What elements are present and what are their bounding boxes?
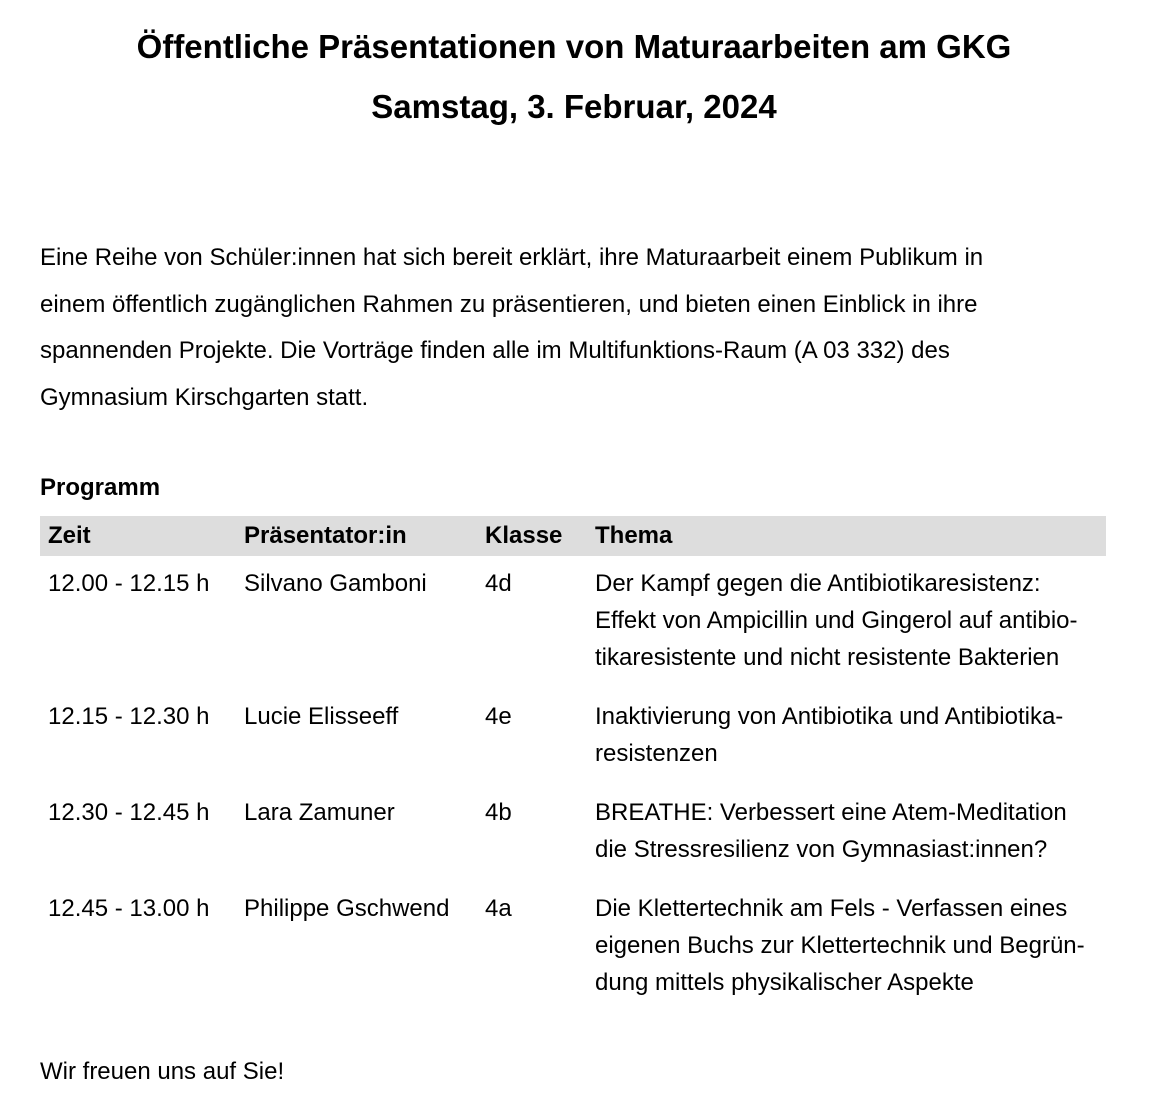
topic-line: eigenen Buchs zur Klettertechnik und Begrün- [595,932,1085,959]
cell-topic [587,785,1106,881]
program-table [40,516,1106,1014]
topic-line: Der Kampf gegen die Antibiotikaresistenz: [595,570,1041,597]
table-header-row [40,516,1106,556]
intro-line: spannenden Projekte. Die Vorträge finden alle im Multifunktions-Raum (A 03 332) des [40,337,950,364]
event-date: Samstag, 3. Februar, 2024 [371,88,777,125]
cell-class: 4d [485,570,512,597]
table-row [40,556,1106,689]
topic-line: BREATHE: Verbessert eine Atem-Meditation [595,799,1067,826]
column-header-class: Klasse [477,516,587,556]
cell-time: 12.45 - 13.00 h [48,895,210,922]
intro-line: Gymnasium Kirschgarten statt. [40,383,369,411]
topic-line: resistenzen [595,740,718,767]
table-row [40,881,1106,1014]
topic-line: die Stressresilienz von Gymnasiast:innen? [595,836,1048,863]
intro-paragraph [40,235,1120,421]
cell-class: 4e [485,703,512,730]
column-header-presenter: Präsentator:in [236,516,477,556]
closing-text: Wir freuen uns auf Sie! [40,1058,285,1085]
column-header-topic: Thema [587,516,1106,556]
table-row [40,785,1106,881]
cell-time: 12.30 - 12.45 h [48,799,210,826]
topic-line: Die Klettertechnik am Fels - Verfassen eines [595,895,1068,922]
cell-topic [587,556,1106,689]
cell-topic [587,689,1106,785]
cell-presenter: Philippe Gschwend [244,895,450,922]
page-title: Öffentliche Präsentationen von Maturaarbeiten am GKG [136,28,1012,65]
cell-time: 12.15 - 12.30 h [48,703,210,730]
cell-class: 4a [485,895,512,922]
cell-class: 4b [485,799,512,826]
cell-presenter: Lucie Elisseeff [244,703,399,730]
topic-line: dung mittels physikalischer Aspekte [595,969,974,996]
cell-presenter: Silvano Gamboni [244,570,427,597]
topic-line: Effekt von Ampicillin und Gingerol auf antibio- [595,607,1078,634]
cell-time: 12.00 - 12.15 h [48,570,210,597]
table-row [40,689,1106,785]
topic-line: tikaresistente und nicht resistente Bakterien [595,644,1060,671]
cell-presenter: Lara Zamuner [244,799,395,826]
intro-line: einem öffentlich zugänglichen Rahmen zu präsentieren, und bieten einen Einblick in ihre [40,290,978,318]
intro-line: Eine Reihe von Schüler:innen hat sich bereit erklärt, ihre Maturaarbeit einem Publikum in [40,244,984,271]
program-heading: Programm [40,474,161,501]
topic-line: Inaktivierung von Antibiotika und Antibiotika- [595,703,1064,730]
column-header-time: Zeit [40,516,236,556]
cell-topic [587,881,1106,1014]
